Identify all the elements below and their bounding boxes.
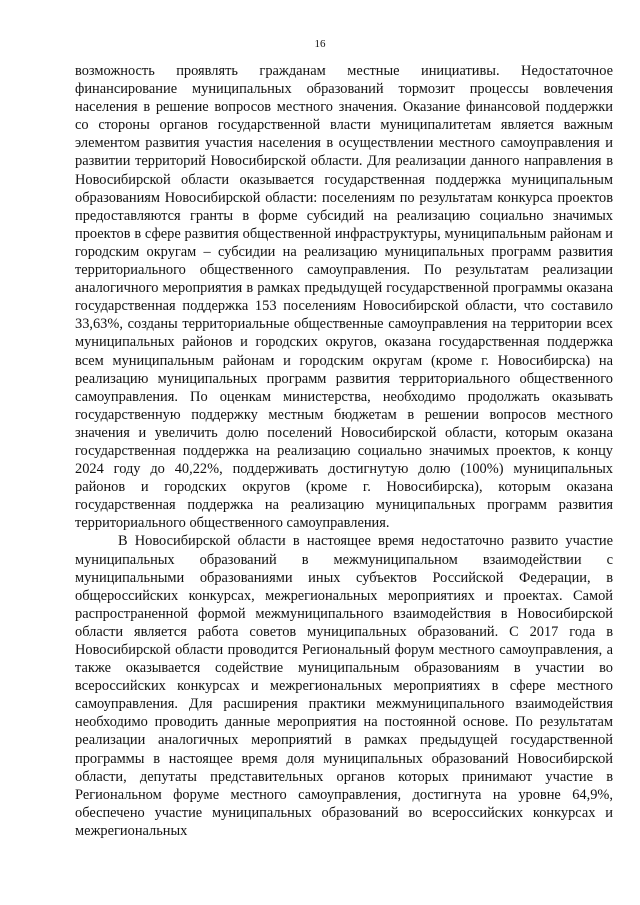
page-number: 16	[314, 38, 326, 50]
document-body	[75, 62, 613, 840]
paragraph-continuation: возможность проявлять гражданам местные инициативы. Недостаточное финансирование муниципальных образований тормозит процессы вовлечения населения в решение вопросов местного значения. Оказание финансовой поддержки со стороны органов государственной власти муниципалитетам является важным элементом развития участия населения в осуществлении местного самоуправления и развитии территорий Новосибирской области. Для реализации данного направления в Новосибирской области оказывается государственная поддержка муниципальным образованиям Новосибирской области: поселениям по результатам конкурса проектов предоставляются гранты в форме субсидий на реализацию социально значимых проектов в сфере развития общественной инфраструктуры, муниципальным районам и городским округам – субсидии на реализацию муниципальных программ развития территориального общественного самоуправления. По результатам реализации аналогичного мероприятия в рамках предыдущей государственной программы оказана государственная поддержка 153 поселениям Новосибирской области, что составило 33,63%, созданы территориальные общественные самоуправления на территории всех муниципальных районов и городских округов, оказана государственная поддержка всем муниципальным районам и городским округам (кроме г. Новосибирска) на реализацию муниципальных программ развития территориального общественного самоуправления. По оценкам министерства, необходимо продолжать оказывать государственную поддержку местным бюджетам в решении вопросов местного значения и увеличить долю поселений Новосибирской области, которым оказана государственная поддержка на реализацию социально значимых проектов, к концу 2024 году до 40,22%, поддерживать достигнутую долю (100%) муниципальных районов и городских округов (кроме г. Новосибирска), которым оказана государственная поддержка на реализацию муниципальных программ развития территориального общественного самоуправления.	[75, 63, 613, 532]
paragraph-interregional-cooperation: В Новосибирской области в настоящее время недостаточно развито участие муниципальных образований в межмуниципальном взаимодействии с муниципальными образованиями иных субъектов Российской Федерации, в общероссийских конкурсах, межрегиональных мероприятиях и проектах. Самой распространенной формой межмуниципального взаимодействия в Новосибирской области является работа советов муниципальных образований. С 2017 года в Новосибирской области проводится Региональный форум местного самоуправления, а также оказывается содействие муниципальным образованиям в участии во всероссийских конкурсах и межрегиональных мероприятиях в сфере местного самоуправления. Для расширения практики межмуниципального взаимодействия необходимо проводить данные мероприятия на постоянной основе. По результатам реализации аналогичных мероприятий в рамках предыдущей государственной программы в настоящее время доля муниципальных образований Новосибирской области, депутаты представительных органов которых принимают участие в Региональном форуме местного самоуправления, достигнута на уровне 64,9%, обеспечено участие муниципальных образований во всероссийских конкурсах и межрегиональных	[75, 533, 613, 839]
